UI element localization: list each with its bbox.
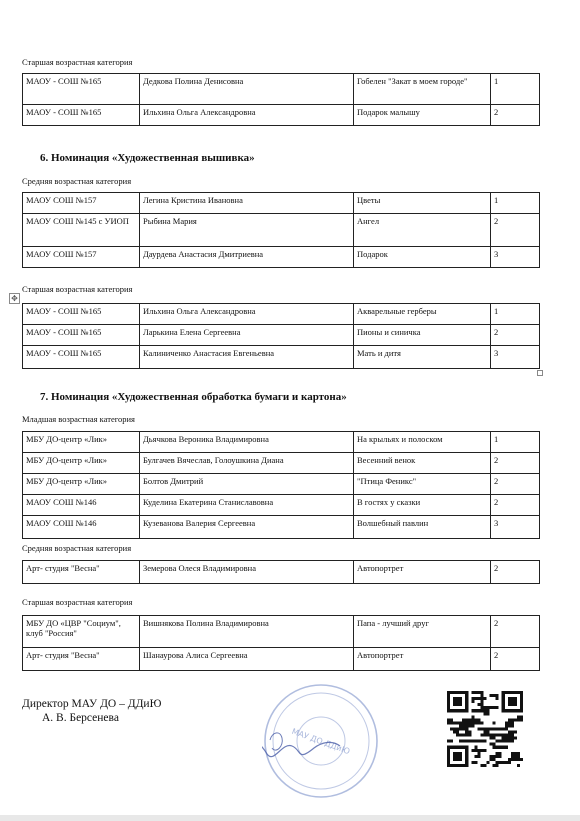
- place-cell: 1: [491, 193, 540, 214]
- work-title-cell: Подарок малышу: [354, 105, 491, 126]
- school-cell: Арт- студия "Весна": [23, 648, 140, 671]
- school-cell: МАОУ - СОШ №165: [23, 74, 140, 105]
- school-cell: МАОУ СОШ №157: [23, 193, 140, 214]
- participant-cell: Рыбина Мария: [140, 214, 354, 247]
- work-title-cell: Папа - лучший друг: [354, 616, 491, 648]
- place-cell: 2: [491, 495, 540, 516]
- nomination-heading: 6. Номинация «Художественная вышивка»: [40, 152, 255, 164]
- place-cell: 3: [491, 346, 540, 369]
- work-title-cell: Волшебный павлин: [354, 516, 491, 539]
- table-row: [23, 214, 540, 247]
- work-title-cell: Автопортрет: [354, 648, 491, 671]
- participant-cell: Болтов Дмитрий: [140, 474, 354, 495]
- category-label: Старшая возрастная категория: [22, 57, 133, 67]
- table-resize-handle[interactable]: [537, 370, 543, 376]
- participant-cell: Ларькина Елена Сергеевна: [140, 325, 354, 346]
- category-label: Старшая возрастная категория: [22, 597, 133, 607]
- work-title-cell: Ангел: [354, 214, 491, 247]
- work-title-cell: Подарок: [354, 247, 491, 268]
- stamp-text: МАУ ДО ДДиЮ: [290, 726, 352, 757]
- place-cell: 2: [491, 561, 540, 584]
- table-row: [23, 516, 540, 539]
- participant-cell: Земерова Олеся Владимировна: [140, 561, 354, 584]
- participant-cell: Шанаурова Алиса Сергеевна: [140, 648, 354, 671]
- participant-cell: Ильхина Ольга Александровна: [140, 304, 354, 325]
- place-cell: 2: [491, 214, 540, 247]
- place-cell: 3: [491, 516, 540, 539]
- table-row: [23, 616, 540, 648]
- work-title-cell: Весенний венок: [354, 453, 491, 474]
- place-cell: 2: [491, 648, 540, 671]
- director-name: А. В. Берсенева: [42, 712, 119, 724]
- place-cell: 2: [491, 453, 540, 474]
- table-row: [23, 325, 540, 346]
- work-title-cell: Цветы: [354, 193, 491, 214]
- work-title-cell: На крыльях и полоском: [354, 432, 491, 453]
- participant-cell: Ильхина Ольга Александровна: [140, 105, 354, 126]
- results-table: [22, 192, 540, 268]
- director-title: Директор МАУ ДО – ДДиЮ: [22, 698, 162, 710]
- category-label: Младшая возрастная категория: [22, 414, 135, 424]
- table-row: [23, 193, 540, 214]
- category-label: Старшая возрастная категория: [22, 284, 133, 294]
- table-row: [23, 432, 540, 453]
- signature-block: [22, 697, 161, 725]
- participant-cell: Дедкова Полина Денисовна: [140, 74, 354, 105]
- place-cell: 2: [491, 105, 540, 126]
- school-cell: МАОУ СОШ №157: [23, 247, 140, 268]
- results-table: [22, 303, 540, 369]
- work-title-cell: Мать и дитя: [354, 346, 491, 369]
- table-row: [23, 74, 540, 105]
- qr-code: [447, 691, 523, 767]
- official-stamp: [262, 682, 380, 800]
- participant-cell: Булгачев Вячеслав, Голоушкина Диана: [140, 453, 354, 474]
- participant-cell: Дьячкова Вероника Владимировна: [140, 432, 354, 453]
- work-title-cell: Акварельные герберы: [354, 304, 491, 325]
- school-cell: МАОУ - СОШ №165: [23, 105, 140, 126]
- school-cell: МАОУ - СОШ №165: [23, 304, 140, 325]
- participant-cell: Даурдева Анастасия Дмитриевна: [140, 247, 354, 268]
- school-cell: МБУ ДО-центр «Лик»: [23, 453, 140, 474]
- school-cell: МАОУ - СОШ №165: [23, 346, 140, 369]
- table-row: [23, 495, 540, 516]
- work-title-cell: Гобелен "Закат в моем городе": [354, 74, 491, 105]
- place-cell: 2: [491, 616, 540, 648]
- place-cell: 2: [491, 474, 540, 495]
- nomination-heading: 7. Номинация «Художественная обработка бумаги и картона»: [40, 391, 347, 403]
- table-row: [23, 105, 540, 126]
- table-row: [23, 346, 540, 369]
- table-row: [23, 474, 540, 495]
- results-table: [22, 560, 540, 584]
- work-title-cell: "Птица Феникс": [354, 474, 491, 495]
- school-cell: МБУ ДО «ЦВР "Социум", клуб "Россия": [23, 616, 140, 648]
- participant-cell: Кузеванова Валерия Сергеевна: [140, 516, 354, 539]
- participant-cell: Легина Кристина Ивановна: [140, 193, 354, 214]
- participant-cell: Вишнякова Полина Владимировна: [140, 616, 354, 648]
- category-label: Средняя возрастная категория: [22, 543, 132, 553]
- table-row: [23, 453, 540, 474]
- page-bottom-edge: [0, 815, 580, 821]
- place-cell: 1: [491, 304, 540, 325]
- results-table: [22, 615, 540, 671]
- results-table: [22, 431, 540, 539]
- table-move-handle[interactable]: ✥: [9, 293, 20, 304]
- category-label: Средняя возрастная категория: [22, 176, 132, 186]
- school-cell: МБУ ДО-центр «Лик»: [23, 432, 140, 453]
- table-row: [23, 247, 540, 268]
- table-row: [23, 648, 540, 671]
- participant-cell: Куделина Екатерина Станиславовна: [140, 495, 354, 516]
- school-cell: МАОУ - СОШ №165: [23, 325, 140, 346]
- work-title-cell: В гостях у сказки: [354, 495, 491, 516]
- work-title-cell: Автопортрет: [354, 561, 491, 584]
- participant-cell: Калиниченко Анастасия Евгеньевна: [140, 346, 354, 369]
- school-cell: МАОУ СОШ №146: [23, 516, 140, 539]
- place-cell: 1: [491, 432, 540, 453]
- school-cell: Арт- студия "Весна": [23, 561, 140, 584]
- place-cell: 3: [491, 247, 540, 268]
- table-row: [23, 561, 540, 584]
- results-table: [22, 73, 540, 126]
- work-title-cell: Пионы и синичка: [354, 325, 491, 346]
- school-cell: МБУ ДО-центр «Лик»: [23, 474, 140, 495]
- place-cell: 2: [491, 325, 540, 346]
- place-cell: 1: [491, 74, 540, 105]
- school-cell: МАОУ СОШ №145 с УИОП: [23, 214, 140, 247]
- school-cell: МАОУ СОШ №146: [23, 495, 140, 516]
- table-row: [23, 304, 540, 325]
